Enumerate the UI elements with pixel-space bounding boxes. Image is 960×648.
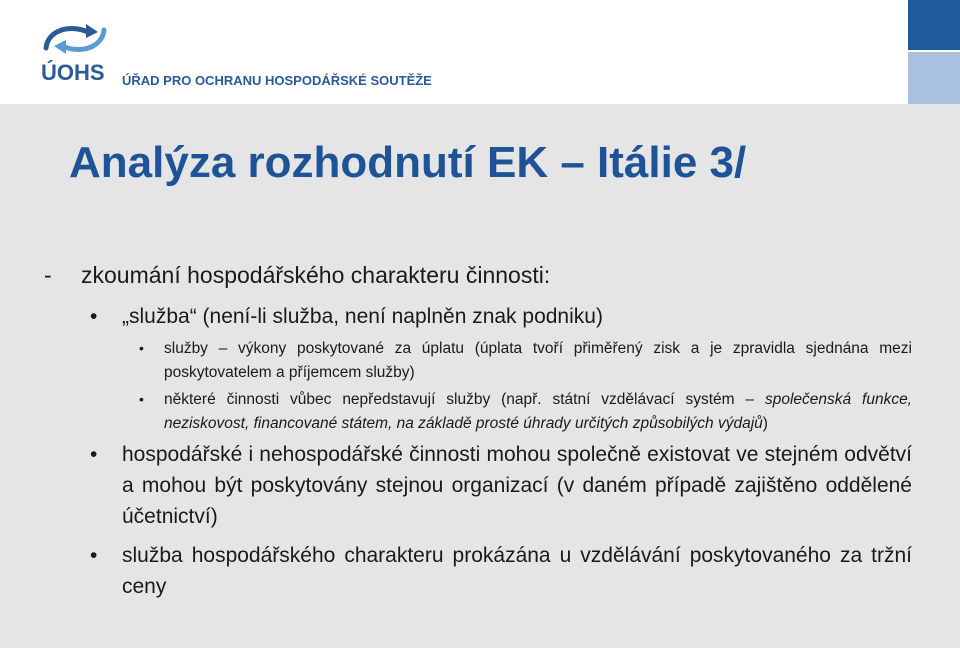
bullet-marker: • xyxy=(90,305,98,328)
slide-title: Analýza rozhodnutí EK – Itálie 3/ xyxy=(69,138,747,187)
sub-bullet-services-text: služby – výkony poskytované za úplatu (úplata tvoří přiměřený zisk a je zpravidla sjednána mezi poskytovatelem a příjemcem služby) xyxy=(164,340,912,381)
bullet-service-text: „služba“ (není-li služba, není naplněn znak podniku) xyxy=(122,305,603,328)
sub-bullet-non-services xyxy=(40,388,912,435)
sub-bullet-italic: společenská funkce, neziskovost, financované státem, na základě prosté úhrady určitých způsobilých výdajů xyxy=(164,391,912,432)
bullet-marker: • xyxy=(139,340,144,356)
bullet-activities xyxy=(40,439,912,532)
logo-abbreviation: ÚOHS xyxy=(41,60,105,85)
bullet-marker: • xyxy=(139,391,144,407)
bullet-service xyxy=(40,305,912,329)
intro-line xyxy=(40,262,912,289)
uohs-logo-icon xyxy=(40,22,110,58)
slide-content xyxy=(40,262,912,610)
dash-marker: - xyxy=(44,262,52,288)
corner-block-dark xyxy=(908,0,960,50)
bullet-marker: • xyxy=(90,544,98,567)
bullet-marker: • xyxy=(90,443,98,466)
header-bar xyxy=(0,0,960,104)
corner-block-light xyxy=(908,52,960,104)
bullet-activities-text: hospodářské i nehospodářské činnosti mohou společně existovat ve stejném odvětví a mohou být poskytovány stejnou organizací (v daném případě zajištěno oddělené účetnictví) xyxy=(122,443,912,528)
logo-full-name: ÚŘAD PRO OCHRANU HOSPODÁŘSKÉ SOUTĚŽE xyxy=(122,73,432,88)
bullet-economic-service xyxy=(40,540,912,602)
sub-bullet-services xyxy=(40,337,912,384)
sub-bullet-lead: některé činnosti vůbec nepředstavují služby (např. státní vzdělávací systém – xyxy=(164,391,765,408)
bullet-economic-service-text: služba hospodářského charakteru prokázána u vzdělávání poskytovaného za tržní ceny xyxy=(122,544,912,598)
intro-text: zkoumání hospodářského charakteru činnosti: xyxy=(81,262,551,288)
sub-bullet-close: ) xyxy=(762,414,768,432)
